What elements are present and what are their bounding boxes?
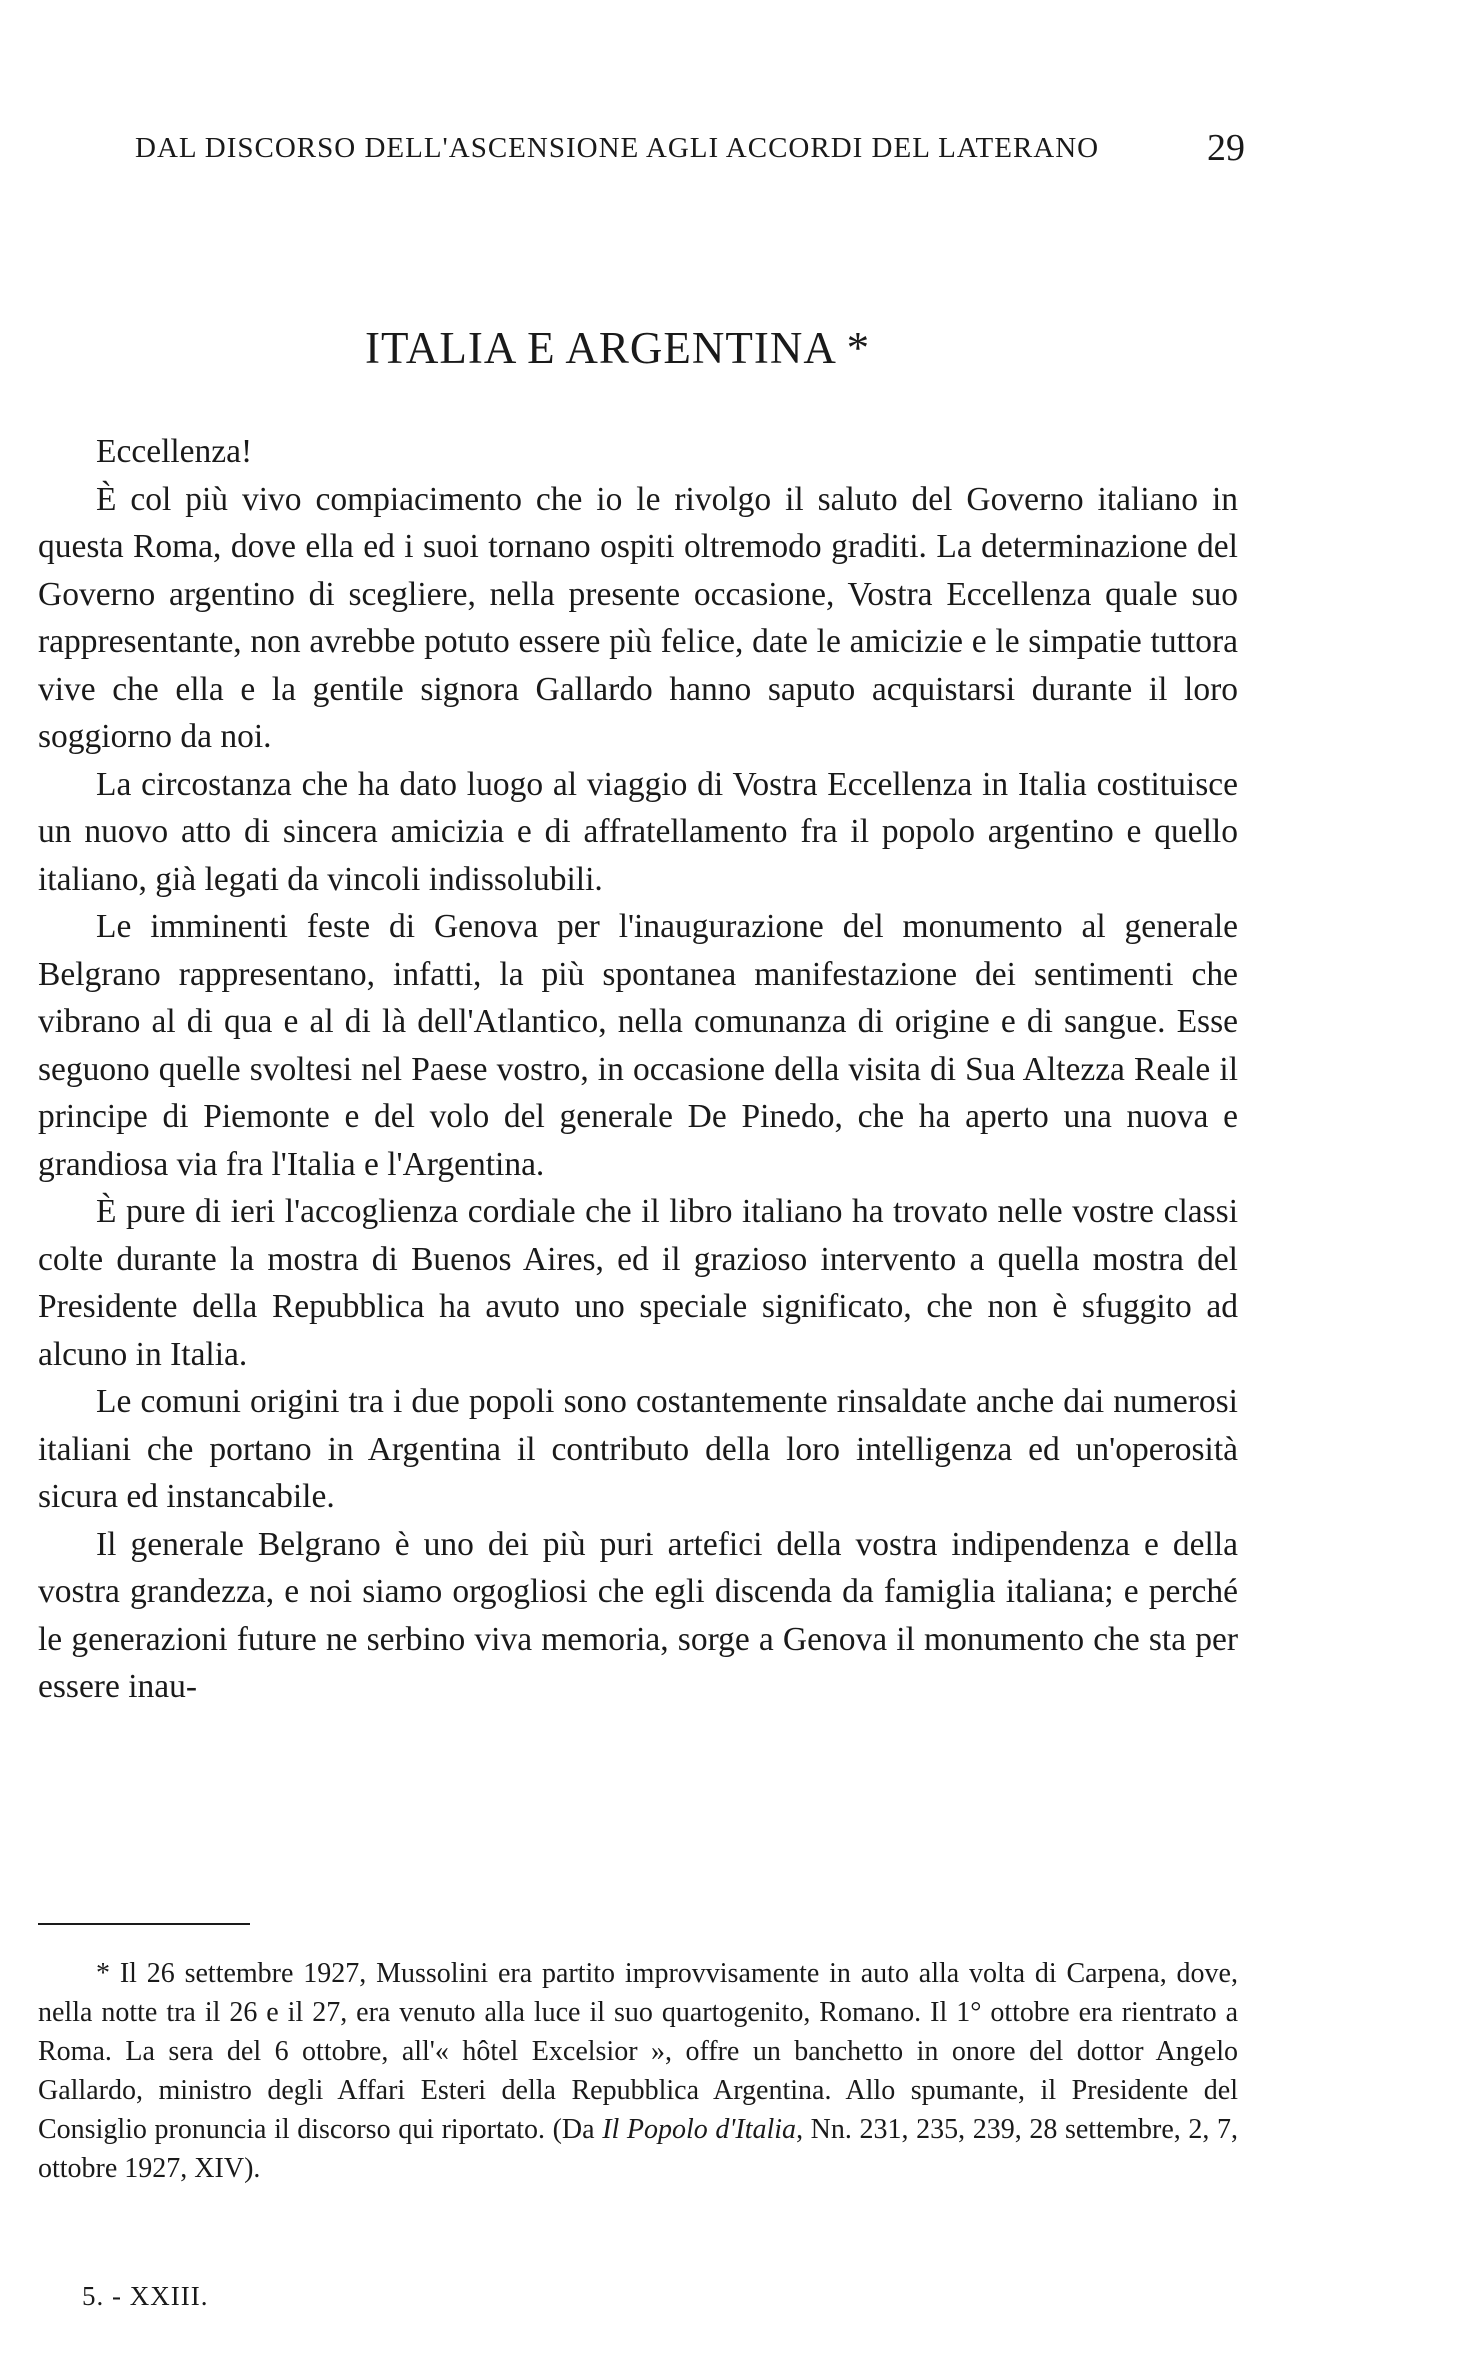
paragraph: Le imminenti feste di Genova per l'inaugurazione del monumento al generale Belgrano rappresentano, infatti, la più spontanea manifestazione dei sentimenti che vibrano al di qua e al di là dell'Atlantico, nella comunanza di origine e di sangue. Esse seguono quelle svoltesi nel Paese vostro, in occasione della visita di Sua Altezza Reale il principe di Piemonte e del volo del generale De Pinedo, che ha aperto una nuova e grandiosa via fra l'Italia e l'Argentina.	[38, 908, 1238, 1183]
paragraph: Il generale Belgrano è uno dei più puri artefici della vostra indipendenza e della vostra grandezza, e noi siamo orgogliosi che egli discenda da famiglia italiana; e perché le generazioni future ne serbino viva memoria, sorge a Genova il monumento che sta per essere inau-	[38, 1525, 1238, 1705]
paragraph: La circostanza che ha dato luogo al viaggio di Vostra Eccellenza in Italia costituisce un nuovo atto di sincera amicizia e di affratellamento fra il popolo argentino e quello italiano, già legati da vincoli indissolubili.	[38, 765, 1238, 898]
salutation: Eccellenza!	[96, 433, 253, 470]
paragraph: È col più vivo compiacimento che io le rivolgo il saluto del Governo italiano in questa Roma, dove ella ed i suoi tornano ospiti oltremodo graditi. La determinazione del Governo argentino di scegliere, nella presente occasione, Vostra Eccellenza quale suo rappresentante, non avrebbe potuto essere più felice, date le amicizie e le simpatie tuttora vive che ella e la gentile signora Gallardo hanno saputo acquistarsi durante il loro soggiorno da noi.	[38, 480, 1238, 755]
running-head	[135, 127, 1245, 169]
footnote-text: * Il 26 settembre 1927, Mussolini era partito improvvisamente in auto alla volta di Carpena, dove, nella notte tra il 26 e il 27, era venuto alla luce il suo quartogenito, Romano. Il 1° ottobre era rientrato a Roma. La sera del 6 ottobre, all'« hôtel Excelsior », offre un banchetto in onore del dottor Angelo Gallardo, ministro degli Affari Esteri della Repubblica Argentina. Allo spumante, il Presidente del Consiglio pronuncia il discorso qui riportato. (Da	[38, 1958, 1238, 2145]
footnote-divider	[38, 1923, 250, 1925]
article-body	[38, 428, 1238, 1711]
footnote-source-title: Il Popolo d'Italia	[602, 2114, 797, 2145]
running-head-title: DAL DISCORSO DELL'ASCENSIONE AGLI ACCORDI DEL LATERANO	[135, 132, 1100, 164]
footnote-text-end: , Nn. 231, 235, 239, 28 settembre, 2, 7, ottobre 1927, XIV).	[38, 2114, 1239, 2184]
printer-signature: 5. - XXIII.	[82, 2281, 209, 2311]
article-title: ITALIA E ARGENTINA *	[365, 323, 871, 373]
paragraph: È pure di ieri l'accoglienza cordiale che il libro italiano ha trovato nelle vostre classi colte durante la mostra di Buenos Aires, ed il grazioso intervento a quella mostra del Presidente della Repubblica ha avuto uno speciale significato, che non è sfuggito ad alcuno in Italia.	[38, 1193, 1238, 1373]
footnote	[38, 1954, 1238, 2188]
page-number: 29	[1207, 127, 1245, 169]
paragraph: Le comuni origini tra i due popoli sono costantemente rinsaldate anche dai numerosi italiani che portano in Argentina il contributo della loro intelligenza ed un'operosità sicura ed instancabile.	[38, 1383, 1238, 1515]
